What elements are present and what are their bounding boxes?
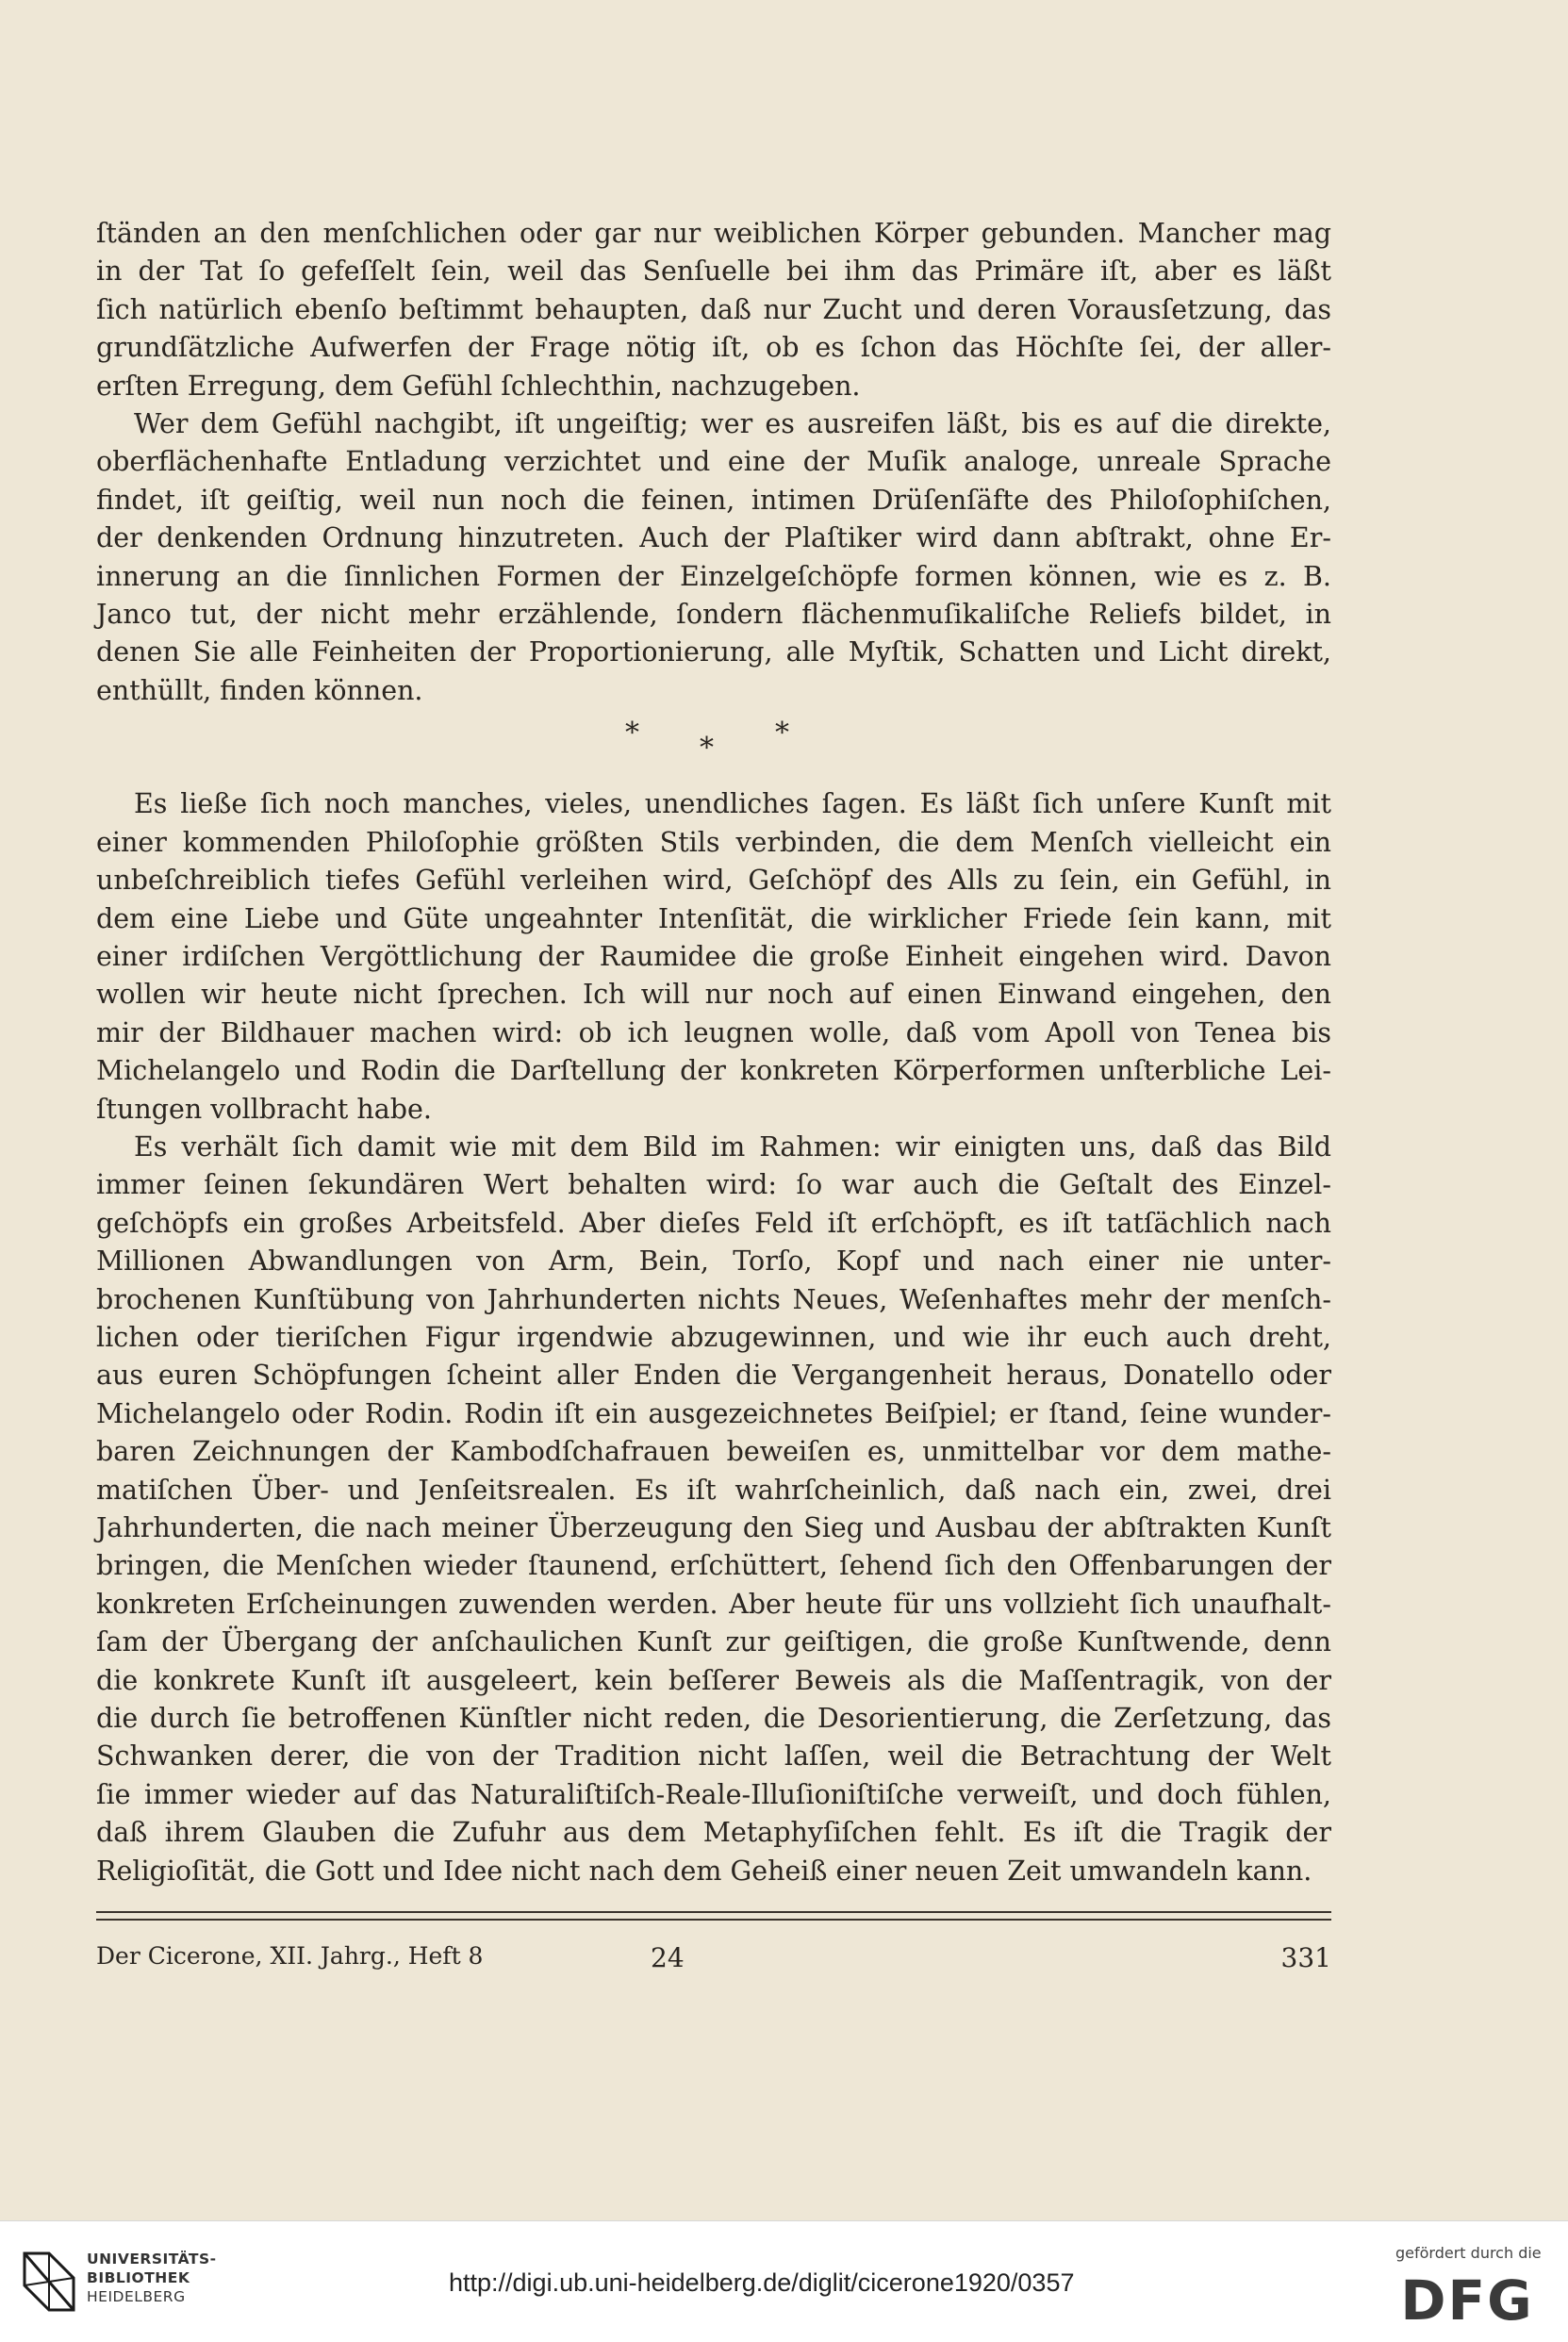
sheet-number: 24: [651, 1942, 685, 1973]
asterisk: *: [700, 732, 714, 766]
page-number: 331: [1280, 1942, 1331, 1973]
text-line: mir der Bildhauer machen wird: ob ich leugnen wolle, daß vom Apoll von Tenea bis: [96, 1016, 1331, 1048]
paragraph: [96, 215, 1331, 405]
footer-rule-top: [96, 1911, 1331, 1913]
journal-reference: Der Cicerone, XII. Jahrg., Heft 8: [96, 1942, 484, 1970]
paragraph: [96, 405, 1331, 710]
text-line: findet, iſt geiſtig, weil nun noch die feinen, intimen Drüſenſäfte des Philoſophiſchen,: [96, 484, 1331, 516]
text-line: die durch ſie betroffenen Künſtler nicht reden, die Desorientierung, die Zerſetzung, das: [96, 1703, 1331, 1735]
text-line: die konkrete Kunſt iſt ausgeleert, kein beſſerer Beweis als die Maſſentragik, von der: [96, 1664, 1331, 1696]
library-name-line: HEIDELBERG: [87, 2288, 186, 2305]
text-line: ſam der Übergang der anſchaulichen Kunſt zur geiſtigen, die große Kunſtwende, denn: [96, 1626, 1331, 1658]
text-line: unbeſchreiblich tiefes Gefühl verleihen wird, Geſchöpf des Alls zu ſein, ein Gefühl, in: [96, 865, 1331, 897]
text-line: ſtungen vollbracht habe.: [96, 1093, 432, 1125]
text-line: Millionen Abwandlungen von Arm, Bein, Torſo, Kopf und nach einer nie unter-: [96, 1245, 1331, 1278]
text-line: brochenen Kunſtübung von Jahrhunderten nichts Neues, Weſenhaftes mehr der menſch-: [96, 1283, 1331, 1315]
section-divider: [96, 710, 1331, 785]
asterisk: *: [625, 717, 639, 750]
text-line: aus euren Schöpfungen ſcheint aller Enden die Vergangenheit heraus, Donatello oder: [96, 1360, 1331, 1392]
text-line: ſich natürlich ebenſo beſtimmt behaupten, daß nur Zucht und deren Vorausſetzung, das: [96, 293, 1331, 325]
paragraph: [96, 1129, 1331, 1890]
text-line: Michelangelo und Rodin die Darſtellung der konkreten Körperformen unſterbliche Lei-: [96, 1055, 1331, 1087]
text-line: lichen oder tieriſchen Figur irgendwie abzugewinnen, und wie ihr euch auch dreht,: [96, 1321, 1331, 1353]
funding-caption: gefördert durch die: [1395, 2244, 1542, 2262]
text-line: Michelangelo oder Rodin. Rodin iſt ein ausgezeichnetes Beiſpiel; er ſtand, ſeine wunder-: [96, 1397, 1331, 1429]
text-line: denen Sie alle Feinheiten der Proportionierung, alle Myſtik, Schatten und Licht direkt,: [96, 636, 1331, 668]
text-line: einer kommenden Philoſophie größten Stils verbinden, die dem Menſch vielleicht ein: [96, 826, 1331, 858]
text-line: immer ſeinen ſekundären Wert behalten wird: ſo war auch die Geſtalt des Einzel-: [96, 1169, 1331, 1201]
footer-rule-bottom: [96, 1919, 1331, 1921]
source-url-link[interactable]: http://digi.ub.uni-heidelberg.de/diglit/cicerone1920/0357: [449, 2268, 1075, 2297]
library-name: [87, 2250, 217, 2306]
body-text: [96, 215, 1331, 1890]
text-line: baren Zeichnungen der Kambodſchafrauen beweiſen es, unmittelbar vor dem mathe-: [96, 1436, 1331, 1468]
text-line: Es verhält ſich damit wie mit dem Bild im Rahmen: wir einigten uns, daß das Bild: [134, 1130, 1331, 1163]
text-line: der denkenden Ordnung hinzutreten. Auch der Plaſtiker wird dann abſtrakt, ohne Er-: [96, 522, 1331, 554]
text-line: matiſchen Über- und Jenſeitsrealen. Es iſt wahrſcheinlich, daß nach ein, zwei, drei: [96, 1474, 1331, 1506]
text-line: wollen wir heute nicht ſprechen. Ich will nur noch auf einen Einwand eingehen, den: [96, 979, 1331, 1011]
paragraph: [96, 785, 1331, 1129]
text-line: geſchöpfs ein großes Arbeitsfeld. Aber dieſes Feld iſt erſchöpft, es iſt tatſächlich nach: [96, 1207, 1331, 1239]
text-line: daß ihrem Glauben die Zufuhr aus dem Metaphyſiſchen fehlt. Es iſt die Tragik der: [96, 1817, 1331, 1849]
text-line: bringen, die Menſchen wieder ſtaunend, erſchüttert, ſehend ſich den Offenbarungen der: [96, 1550, 1331, 1582]
asterisk: *: [775, 717, 789, 750]
dfg-logo-text: DFG: [1400, 2268, 1534, 2327]
page-footer: [96, 1942, 1331, 1980]
library-logo-icon[interactable]: [21, 2250, 77, 2314]
text-line: dem eine Liebe und Güte ungeahnter Intenſität, die wirklicher Friede ſein kann, mit: [96, 902, 1331, 934]
text-line: Janco tut, der nicht mehr erzählende, ſondern flächenmuſikaliſche Reliefs bildet, in: [96, 599, 1331, 631]
dfg-logo-icon[interactable]: [1392, 2268, 1543, 2327]
text-line: Religioſität, die Gott und Idee nicht nach dem Geheiß einer neuen Zeit umwandeln kann.: [96, 1855, 1312, 1887]
text-line: in der Tat ſo gefeſſelt ſein, weil das Senſuelle bei ihm das Primäre iſt, aber es läßt: [96, 256, 1331, 288]
library-name-line: BIBLIOTHEK: [87, 2269, 190, 2286]
text-line: konkreten Erſcheinungen zuwenden werden. Aber heute für uns vollzieht ſich unaufhalt-: [96, 1588, 1331, 1620]
text-line: enthüllt, finden können.: [96, 674, 423, 706]
text-line: Jahrhunderten, die nach meiner Überzeugung den Sieg und Ausbau der abſtrakten Kunſt: [96, 1512, 1331, 1543]
text-line: innerung an die ſinnlichen Formen der Einzelgeſchöpfe formen können, wie es z. B.: [96, 560, 1331, 592]
text-line: einer irdiſchen Vergöttlichung der Raumidee die große Einheit eingehen wird. Davon: [96, 940, 1331, 972]
text-line: ſie immer wieder auf das Naturaliſtiſch-Reale-Illuſioniſtiſche verweiſt, und doch fühlen,: [96, 1778, 1331, 1810]
text-line: grundſätzliche Aufwerfen der Frage nötig iſt, ob es ſchon das Höchſte ſei, der aller-: [96, 332, 1331, 364]
text-line: Wer dem Gefühl nachgibt, iſt ungeiſtig; wer es ausreifen läßt, bis es auf die direkte,: [134, 408, 1331, 440]
text-line: Es ließe ſich noch manches, vieles, unendliches ſagen. Es läßt ſich unſere Kunſt mit: [134, 788, 1331, 820]
text-line: erſten Erregung, dem Gefühl ſchlechthin, nachzugeben.: [96, 370, 861, 402]
library-name-line: UNIVERSITÄTS-: [87, 2251, 217, 2268]
text-line: Schwanken derer, die von der Tradition nicht laſſen, weil die Betrachtung der Welt: [96, 1740, 1331, 1773]
text-line: oberflächenhafte Entladung verzichtet und eine der Muſik analoge, unreale Sprache: [96, 446, 1331, 478]
digitization-bar: [0, 2220, 1568, 2342]
text-line: ſtänden an den menſchlichen oder gar nur weiblichen Körper gebunden. Mancher mag: [96, 218, 1331, 249]
